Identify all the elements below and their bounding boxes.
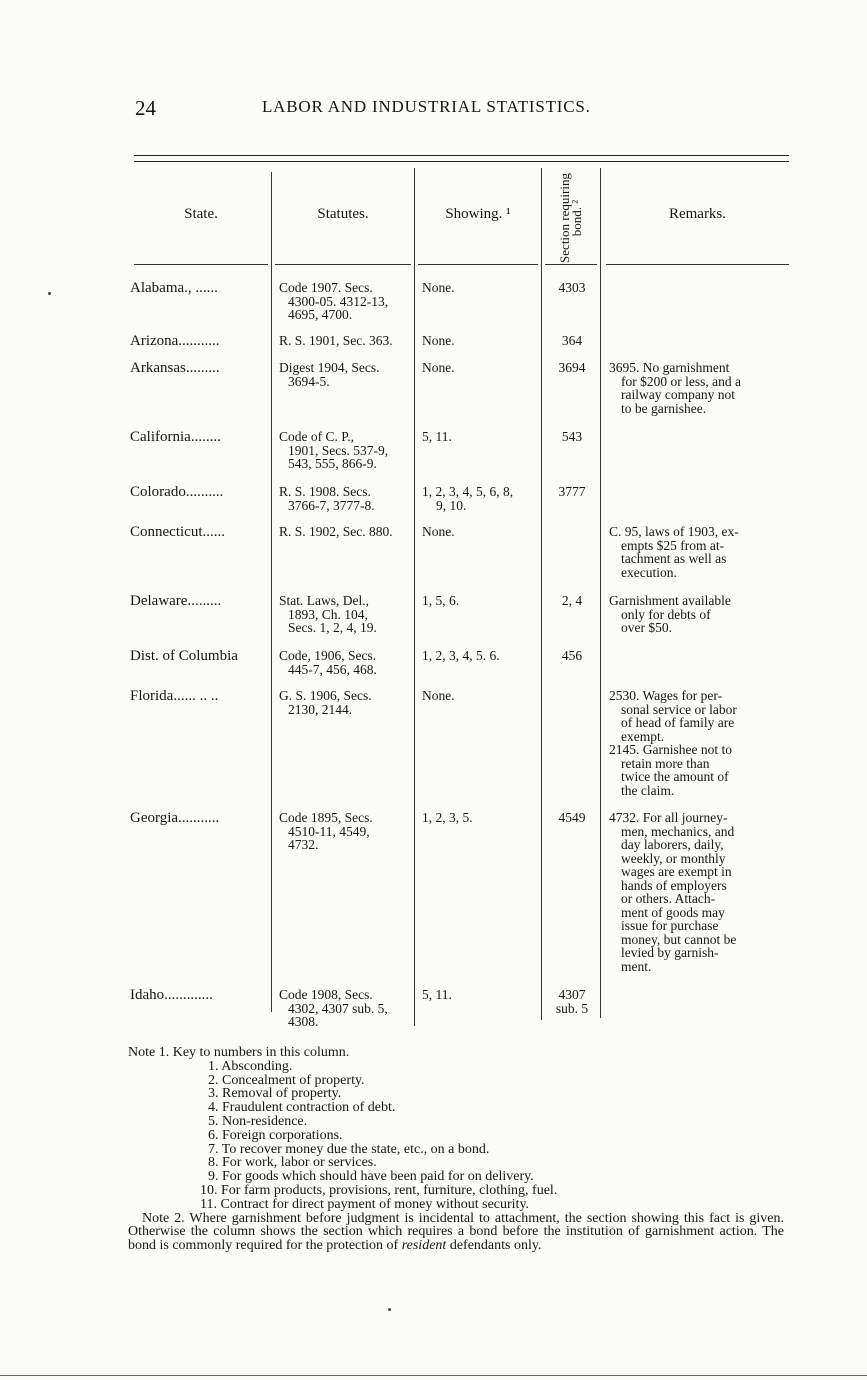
notes	[128, 1046, 784, 1253]
row-statutes	[279, 649, 410, 676]
statutes-line: 4510-11, 4549,	[288, 823, 370, 839]
remarks-line: to be garnishee.	[621, 400, 707, 416]
remarks-line: wages are exempt in	[621, 864, 732, 879]
row-statutes	[279, 689, 410, 716]
statutes-line: Secs. 1, 2, 4, 19.	[288, 620, 377, 635]
row-statutes	[279, 525, 410, 539]
remarks-line: the claim.	[621, 782, 675, 798]
remarks-line: or others. Attach-	[621, 891, 716, 906]
statutes-line: 4695, 4700.	[288, 307, 353, 322]
row-section-requiring-bond	[543, 430, 601, 444]
note-2	[128, 1212, 784, 1253]
showing-line: 1, 5, 6.	[422, 593, 460, 608]
page-bottom-speck	[388, 1308, 391, 1311]
section-line: 3694	[558, 360, 586, 375]
remarks-line: tachment as well as	[621, 551, 727, 566]
statutes-line: 3694-5.	[288, 373, 330, 389]
section-line: 3777	[558, 484, 586, 499]
remarks-line: ment of goods may	[621, 904, 725, 920]
statutes-line: Code 1908, Secs.	[279, 987, 373, 1002]
remarks-line: twice the amount of	[621, 769, 729, 784]
row-state-name: Arkansas.........	[130, 360, 220, 376]
row-showing	[422, 689, 540, 703]
row-section-requiring-bond	[543, 485, 601, 499]
showing-line: 1, 2, 3, 4, 5. 6.	[422, 648, 500, 663]
key-item: 9. For goods which should have been paid for on delivery.	[208, 1169, 534, 1185]
row-section-requiring-bond	[543, 361, 601, 375]
row-remarks	[609, 525, 789, 579]
remarks-line: 3695. No garnishment	[609, 360, 730, 375]
row-showing	[422, 334, 540, 348]
section-line: sub. 5	[555, 1000, 589, 1016]
statutes-line: 1901, Secs. 537-9,	[288, 442, 389, 458]
row-section-requiring-bond	[543, 594, 601, 608]
row-statutes	[279, 361, 410, 388]
showing-line: 5, 11.	[422, 987, 452, 1002]
row-statutes	[279, 430, 410, 471]
key-item: 4. Fraudulent contraction of debt.	[208, 1100, 396, 1116]
remarks-line: for $200 or less, and a	[621, 373, 741, 389]
remarks-line: 2530. Wages for per-	[609, 688, 723, 703]
row-state-name: Georgia...........	[130, 810, 220, 826]
key-item: 1. Absconding.	[208, 1058, 293, 1074]
note-1-intro: Note 1. Key to numbers in this column.	[128, 1045, 350, 1060]
statutes-line: 4300-05. 4312-13,	[288, 293, 389, 309]
note-2-emphasis: resident	[401, 1238, 447, 1254]
header-remarks: Remarks.	[668, 206, 727, 222]
row-showing	[422, 485, 540, 512]
row-state-name: Colorado..........	[130, 484, 224, 500]
key-item: 3. Removal of property.	[208, 1086, 342, 1102]
page-number: 24	[135, 96, 156, 120]
statutes-line: G. S. 1906, Secs.	[279, 688, 372, 703]
row-state-name: Alabama., ......	[130, 280, 218, 296]
row-statutes	[279, 594, 410, 635]
remarks-line: Garnishment available	[609, 593, 731, 608]
statutes-line: 4732.	[288, 837, 319, 852]
row-state-name: California........	[130, 429, 221, 445]
header-showing: Showing. ¹	[445, 206, 511, 222]
showing-line: 9, 10.	[436, 497, 467, 513]
key-item: 8. For work, labor or services.	[208, 1155, 377, 1171]
statutes-line: Code, 1906, Secs.	[279, 648, 377, 663]
statutes-line: 1893, Ch. 104,	[288, 606, 368, 622]
row-remarks	[609, 689, 789, 797]
remarks-line: retain more than	[621, 755, 710, 771]
row-showing	[422, 811, 540, 825]
statutes-line: 445-7, 456, 468.	[288, 661, 377, 677]
remarks-line: C. 95, laws of 1903, ex-	[609, 524, 739, 539]
statutes-line: Code of C. P.,	[279, 429, 355, 444]
showing-line: None.	[422, 333, 455, 348]
row-state-name: Idaho.............	[130, 987, 213, 1003]
section-line: 4549	[558, 810, 586, 825]
statutes-line: 4302, 4307 sub. 5,	[288, 1000, 388, 1016]
remarks-line: day laborers, daily,	[621, 837, 724, 852]
row-showing	[422, 988, 540, 1002]
row-state-name: Dist. of Columbia	[130, 648, 238, 664]
statutes-line: Code 1907. Secs.	[279, 280, 373, 295]
row-section-requiring-bond	[543, 811, 601, 825]
section-line: 543	[561, 429, 583, 444]
key-item: 6. Foreign corporations.	[208, 1127, 343, 1143]
row-statutes	[279, 811, 410, 852]
section-line: 2, 4	[561, 593, 583, 608]
remarks-line: over $50.	[621, 620, 672, 635]
remarks-line: weekly, or monthly	[621, 850, 726, 866]
statutes-line: Digest 1904, Secs.	[279, 360, 380, 375]
remarks-line: empts $25 from at-	[621, 537, 725, 553]
row-state-name: Connecticut......	[130, 524, 225, 540]
note-2-text: Note 2. Where garnishment before judgment is incidental to attachment, the section showing this fact is given. Otherwise the column shows the section which requires a bond before the institution of garnishment action. The bond is commonly required for the protection of	[128, 1210, 784, 1254]
remarks-line: sonal service or labor	[621, 701, 737, 717]
showing-line: None.	[422, 524, 455, 539]
remarks-line: execution.	[621, 564, 677, 580]
row-showing	[422, 430, 540, 444]
header-statutes: Statutes.	[317, 206, 369, 222]
row-remarks	[609, 594, 789, 635]
showing-line: None.	[422, 688, 455, 703]
key-item: 2. Concealment of property.	[208, 1072, 365, 1088]
remarks-line: issue for purchase	[621, 918, 719, 933]
section-line: 4303	[558, 280, 586, 295]
statutes-line: Stat. Laws, Del.,	[279, 593, 369, 608]
remarks-line: 4732. For all journey-	[609, 810, 728, 825]
showing-line: 1, 2, 3, 5.	[422, 810, 473, 825]
key-item: 5. Non-residence.	[208, 1113, 308, 1129]
remarks-line: only for debts of	[621, 606, 711, 622]
row-section-requiring-bond	[543, 334, 601, 348]
remarks-line: railway company not	[621, 387, 735, 402]
row-statutes	[279, 988, 410, 1029]
section-line: 364	[561, 333, 583, 348]
statutes-line: R. S. 1908. Secs.	[279, 484, 371, 499]
showing-line: None.	[422, 360, 455, 375]
showing-line: None.	[422, 280, 455, 295]
statutes-line: 543, 555, 866-9.	[288, 456, 377, 471]
section-line: 4307	[558, 987, 586, 1002]
row-statutes	[279, 281, 410, 322]
key-item: 7. To recover money due the state, etc., on a bond.	[208, 1141, 490, 1157]
row-showing	[422, 361, 540, 375]
note-1-key-list	[128, 1060, 784, 1212]
key-item: 10. For farm products, provisions, rent, furniture, clothing, fuel.	[200, 1182, 558, 1198]
margin-speck	[48, 292, 51, 295]
row-remarks	[609, 811, 789, 973]
row-state-name: Florida...... .. ..	[130, 688, 219, 704]
remarks-line: 2145. Garnishee not to	[609, 742, 732, 757]
row-statutes	[279, 485, 410, 512]
row-section-requiring-bond	[543, 988, 601, 1015]
section-line: 456	[561, 648, 583, 663]
statutes-line: 3766-7, 3777-8.	[288, 497, 375, 513]
remarks-line: hands of employers	[621, 877, 727, 893]
header-state: State.	[184, 206, 218, 222]
remarks-line: ment.	[621, 958, 652, 974]
note-2-text-end: defendants only.	[446, 1238, 542, 1254]
statutes-line: R. S. 1902, Sec. 880.	[279, 524, 393, 539]
row-showing	[422, 649, 540, 663]
showing-line: 1, 2, 3, 4, 5, 6, 8,	[422, 484, 514, 499]
remarks-line: exempt.	[621, 728, 665, 744]
statutes-line: R. S. 1901, Sec. 363.	[279, 333, 393, 348]
remarks-line: of head of family are	[621, 715, 735, 730]
running-head: LABOR AND INDUSTRIAL STATISTICS.	[262, 97, 591, 116]
remarks-line: men, mechanics, and	[621, 823, 735, 839]
row-state-name: Delaware.........	[130, 593, 222, 609]
row-showing	[422, 281, 540, 295]
page-bottom-edge	[0, 1375, 867, 1376]
key-item: 11. Contract for direct payment of money without security.	[200, 1196, 530, 1212]
header-section-requiring-bond: Section requiring bond. ²	[557, 173, 584, 263]
row-section-requiring-bond	[543, 281, 601, 295]
row-section-requiring-bond	[543, 649, 601, 663]
statutes-line: 4308.	[288, 1014, 319, 1029]
statutes-line: Code 1895, Secs.	[279, 810, 373, 825]
statutes-line: 2130, 2144.	[288, 701, 353, 717]
remarks-line: levied by garnish-	[621, 945, 719, 960]
row-showing	[422, 525, 540, 539]
row-showing	[422, 594, 540, 608]
remarks-line: money, but cannot be	[621, 931, 737, 947]
row-remarks	[609, 361, 789, 415]
row-statutes	[279, 334, 410, 348]
showing-line: 5, 11.	[422, 429, 452, 444]
row-state-name: Arizona...........	[130, 333, 220, 349]
